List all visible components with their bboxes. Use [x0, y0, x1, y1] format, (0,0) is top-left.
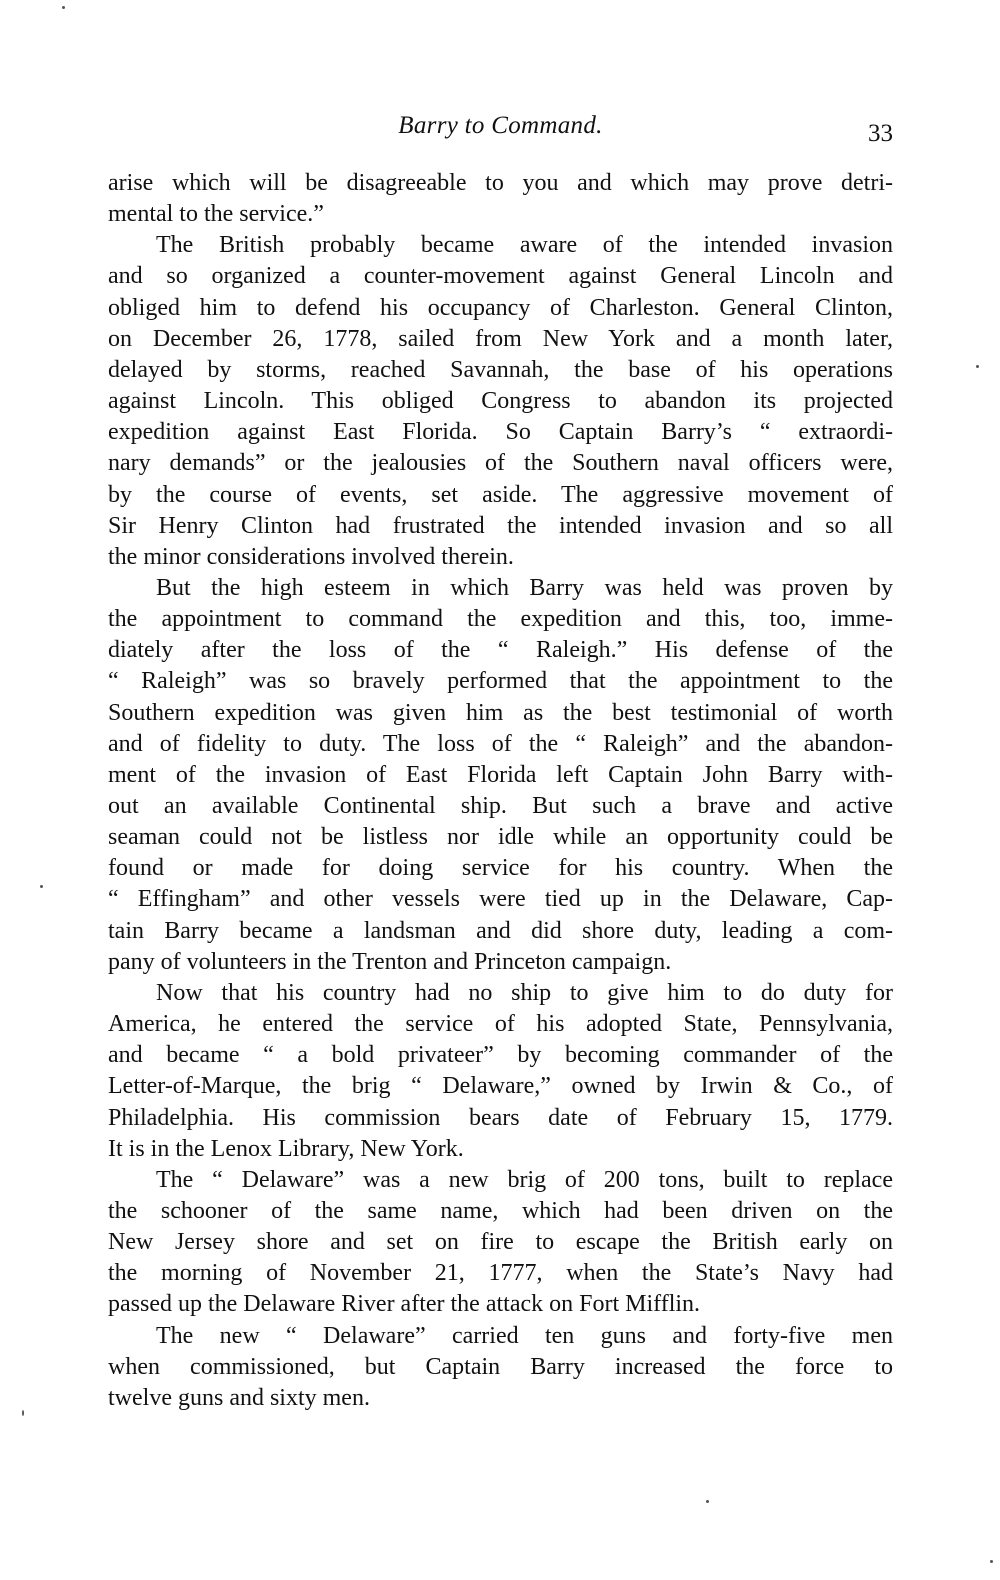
- page-number: 33: [868, 120, 893, 147]
- text-line: America, he entered the service of his adopted State, Pennsylvania,: [108, 1011, 893, 1038]
- text-line: and so organized a counter-movement against General Lincoln and: [108, 263, 893, 290]
- text-line: pany of volunteers in the Trenton and Princeton campaign.: [108, 948, 672, 975]
- text-line: the schooner of the same name, which had been driven on the: [108, 1197, 893, 1224]
- scan-speck: [40, 885, 43, 888]
- text-line: “ Raleigh” was so bravely performed that the appointment to the: [108, 668, 893, 695]
- text-line: delayed by storms, reached Savannah, the base of his operations: [108, 356, 893, 383]
- text-line: on December 26, 1778, sailed from New York and a month later,: [108, 325, 893, 352]
- scan-speck: [990, 1560, 993, 1563]
- text-line: the morning of November 21, 1777, when the State’s Navy had: [108, 1260, 893, 1287]
- text-line: the appointment to command the expedition and this, too, imme-: [108, 606, 893, 633]
- scan-speck: [22, 1410, 24, 1416]
- text-line: The new “ Delaware” carried ten guns and forty-five men: [156, 1322, 893, 1349]
- text-line: Now that his country had no ship to give him to do duty for: [156, 979, 893, 1006]
- running-head: [108, 112, 893, 148]
- text-line: It is in the Lenox Library, New York.: [108, 1135, 464, 1162]
- text-line: seaman could not be listless nor idle while an opportunity could be: [108, 824, 893, 851]
- text-line: diately after the loss of the “ Raleigh.” His defense of the: [108, 637, 893, 664]
- text-line: by the course of events, set aside. The aggressive movement of: [108, 481, 893, 508]
- text-line: ment of the invasion of East Florida left Captain John Barry with-: [108, 761, 893, 788]
- text-line: Letter-of-Marque, the brig “ Delaware,” owned by Irwin & Co., of: [108, 1073, 893, 1100]
- running-title: Barry to Command.: [398, 112, 603, 139]
- text-line: Philadelphia. His commission bears date of February 15, 1779.: [108, 1104, 893, 1131]
- text-line: mental to the service.”: [108, 201, 324, 228]
- scan-speck: [62, 6, 65, 9]
- text-line: the minor considerations involved therein.: [108, 543, 514, 570]
- text-line: and became “ a bold privateer” by becoming commander of the: [108, 1042, 893, 1069]
- text-line: Sir Henry Clinton had frustrated the intended invasion and so all: [108, 512, 893, 539]
- text-line: The “ Delaware” was a new brig of 200 tons, built to replace: [156, 1166, 893, 1193]
- text-line: tain Barry became a landsman and did shore duty, leading a com-: [108, 917, 893, 944]
- text-line: New Jersey shore and set on fire to escape the British early on: [108, 1229, 893, 1256]
- text-line: twelve guns and sixty men.: [108, 1384, 370, 1411]
- text-line: and of fidelity to duty. The loss of the “ Raleigh” and the abandon-: [108, 730, 893, 757]
- text-line: obliged him to defend his occupancy of Charleston. General Clinton,: [108, 294, 893, 321]
- scan-speck: [706, 1500, 709, 1503]
- text-line: out an available Continental ship. But such a brave and active: [108, 793, 893, 819]
- text-line: expedition against East Florida. So Captain Barry’s “ extraordi-: [108, 419, 893, 446]
- text-line: when commissioned, but Captain Barry increased the force to: [108, 1353, 893, 1380]
- text-line: “ Effingham” and other vessels were tied up in the Delaware, Cap-: [108, 886, 893, 913]
- text-line: The British probably became aware of the intended invasion: [156, 232, 893, 259]
- text-line: found or made for doing service for his country. When the: [108, 855, 893, 882]
- text-line: arise which will be disagreeable to you and which may prove detri-: [108, 170, 893, 196]
- text-line: against Lincoln. This obliged Congress to abandon its projected: [108, 388, 893, 415]
- text-line: Southern expedition was given him as the best testimonial of worth: [108, 699, 893, 726]
- text-line: passed up the Delaware River after the attack on Fort Mifflin.: [108, 1291, 701, 1318]
- text-line: But the high esteem in which Barry was held was proven by: [156, 574, 893, 601]
- scan-speck: [976, 365, 979, 368]
- text-line: nary demands” or the jealousies of the Southern naval officers were,: [108, 450, 893, 477]
